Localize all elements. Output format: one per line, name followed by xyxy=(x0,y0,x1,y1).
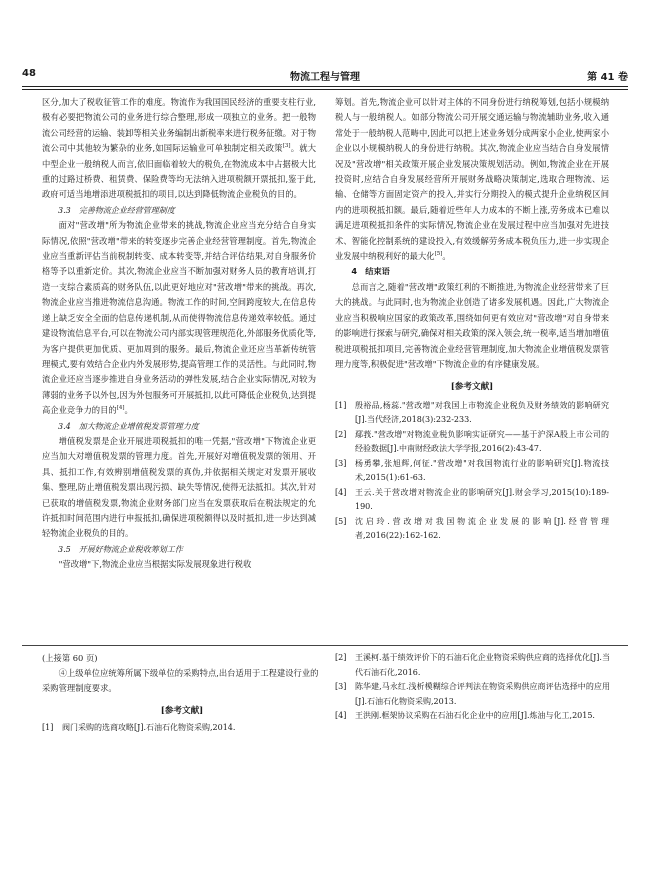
paragraph: "营改增"下,物流企业应当根据实际发展现象进行税收 xyxy=(58,559,252,570)
continuation-left xyxy=(42,651,322,736)
citation: [3] xyxy=(282,143,291,150)
section-heading-3-3: 3.3 完善物流企业经营管理制度 xyxy=(58,205,175,215)
page-number: 48 xyxy=(22,68,36,79)
section-heading-3-4: 3.4 加大物流企业增值税发票管理力度 xyxy=(58,421,199,431)
references-heading: [参考文献] xyxy=(160,706,204,716)
reference-item: [2] 王溪柯.基于绩效评价下的石油石化企业物资采购供应商的选择优化[J].当代石油石化,2016. xyxy=(335,653,610,677)
reference-item: [1] 阀门采购的选商攻略[J].石油石化物资采购,2014. xyxy=(42,723,236,732)
volume-label: 第 41 卷 xyxy=(587,72,628,83)
reference-item: [3] 杨勇攀,张旭辉,何征."营改增"对我国物流行业的影响研究[J].物流技术,2015(1):61-63. xyxy=(335,458,609,483)
journal-title: 物流工程与管理 xyxy=(290,72,360,83)
header-rule xyxy=(22,86,628,87)
reference-item: [3] 陈华建,马永红.浅析模糊综合评判法在物资采购供应商评估选择中的应用[J].石油石化物资采购,2013. xyxy=(335,682,610,706)
reference-item: [1] 殷裕品,杨蕊."营改增"对我国上市物流企业税负及财务绩效的影响研究[J].当代经济,2018(3):232-233. xyxy=(335,400,609,425)
continuation-right xyxy=(335,651,610,724)
references-heading: [参考文献] xyxy=(450,382,494,393)
paragraph: 筹划。首先,物流企业可以针对主体的不同身份进行纳税筹划,包括小规模纳税人与一般纳税人。如部分物流公司开展交通运输与物流辅助业务,收入通常处于一般纳税人范畴中,因此可以把上述业务划分成两家小企业,使两家小企业以小规模纳税人的身份进行纳税。其次,物流企业应当结合自身发展情况及"营改增"相关政策开展企业发展决策规划活动。例如,物流企业在开展投资时,应结合自身发展经营所开展财务战略决策制定,选取合理物流、运输、仓储等方面固定资产的投入,并实行分期投入的模式提升企业纳税区间内的进项税抵扣额。最后,随着近些年人力成本的不断上涨,劳务成本已难以满足进项税抵扣条件的实际情况,物流企业在发展过程中应当加强对先进技术、智能化控制系统的建设投入,有效缓解劳务成本税负压力,进一步实现企业发展中纳税利好的最大化[5]。 xyxy=(335,97,609,262)
reference-list xyxy=(335,399,609,544)
left-column xyxy=(42,95,316,573)
section-heading-3-5: 3.5 开展好物流企业税收筹划工作 xyxy=(58,544,183,554)
header-rule-thin xyxy=(22,89,628,90)
paragraph: 总而言之,随着"营改增"政策红利的不断推进,为物流企业经营带来了巨大的挑战。与此同时,也为物流企业创造了诸多发展机遇。因此,广大物流企业应当积极响应国家的政策改革,围绕如何更有效应对"营改增"对自身带来的影响进行探索与研究,确保对相关政策的深入领会,统一税率,适当增加增值税进项税抵扣项目,完善物流企业经营管理制度,加大物流企业增值税发票管理力度等,积极促进"营改增"下物流企业的有序健康发展。 xyxy=(335,281,609,369)
paragraph: ④上级单位应统筹所属下级单位的采购特点,出台适用于工程建设行业的采购管理制度要求。 xyxy=(42,668,319,693)
reference-list xyxy=(42,721,322,736)
reference-item: [2] 鄢莪."营改增"对物流业税负影响实证研究——基于沪深A股上市公司的经验数据[J].中南财经政法大学学报,2016(2):43-47. xyxy=(335,429,609,454)
continuation-note: (上接第 60 页) xyxy=(42,653,98,663)
citation: [4] xyxy=(116,405,125,412)
continuation-divider xyxy=(22,645,628,646)
reference-list xyxy=(335,651,610,724)
citation: [5] xyxy=(434,251,443,258)
section-heading-4: 4 结束语 xyxy=(351,266,390,277)
paragraph: 增值税发票是企业开展进项税抵扣的唯一凭据,"营改增"下物流企业更应当加大对增值税发票的管理力度。首先,开展好对增值税发票的领用、开具、抵扣工作,有效辨别增值税发票的真伪,并依据相关规定对发票开展收集、整理,防止增值税发票出现污损、缺失等情况,使得无法抵扣。其次,针对已获取的增值税发票,物流企业财务部门应当在发票获取后在税法规定的允许抵扣时间范围内进行申报抵扣,确保进项税额得以及时抵扣,进一步达到减轻物流企业税负的目的。 xyxy=(42,435,316,539)
reference-item: [5] 沈启玲.营改增对我国物流企业发展的影响[J].经营管理者,2016(22):162-162. xyxy=(335,516,609,541)
reference-item: [4] 王洪刚.框架协议采购在石油石化企业中的应用[J].炼油与化工,2015. xyxy=(335,711,595,720)
running-header xyxy=(22,68,628,84)
reference-item: [4] 王云.关于营改增对物流企业的影响研究[J].财会学习,2015(10):189-190. xyxy=(335,487,609,512)
paragraph: 区分,加大了税收征管工作的难度。物流作为我国国民经济的重要支柱行业,极有必要把物流公司的业务进行综合整理,形成一项独立的业务。把一般物流公司经营的运输、装卸等相关业务编制出新税率来进行税务征缴。对于物流公司中其他较为繁杂的业务,如国际运输业可单独制定相关政策[3]。就大中型企业一般纳税人而言,依旧面临着较大的税负,在物流成本中占据极大比重的过路过桥费、租赁费、保险费等均无法纳入进项税额开票抵扣,鉴于此,政府可适当地增添进项税抵扣的项目,以达到降低物流企业税负的目的。 xyxy=(42,97,316,200)
paragraph: 面对"营改增"所为物流企业带来的挑战,物流企业应当充分结合自身实际情况,依照"营改增"带来的转变逐步完善企业经营管理制度。首先,物流企业应当重新评估当前税制转变、成本转变等,并结合评估结果,对自身服务价格等予以重新定价。其次,物流企业应当不断加强对财务人员的教育培训,打造一支综合素质高的财务队伍,以此更好地应对"营改增"带来的挑战。再次,物流企业应当推进物流信息沟通。物流工作的时间,空间跨度较大,在信息传递上缺乏安全全面的信息传递机制,从而使得物流信息传递效率较低。通过建设物流信息平台,可以在物流公司内部实现管理规范化,外部服务优质化等,为客户提供更加优质、更加周到的服务。最后,物流企业还应当革新传统管理模式,要有效结合企业内外发展形势,提高管理工作的灵活性。与此同时,物流企业还应当逐步推进自身业务活动的弹性发展,结合企业实际情况,对较为薄弱的业务予以外包,因为外包服务可开展抵扣,以此可降低企业税负,达到提高企业竞争力的目的[4]。 xyxy=(42,220,316,416)
right-column xyxy=(335,95,609,544)
